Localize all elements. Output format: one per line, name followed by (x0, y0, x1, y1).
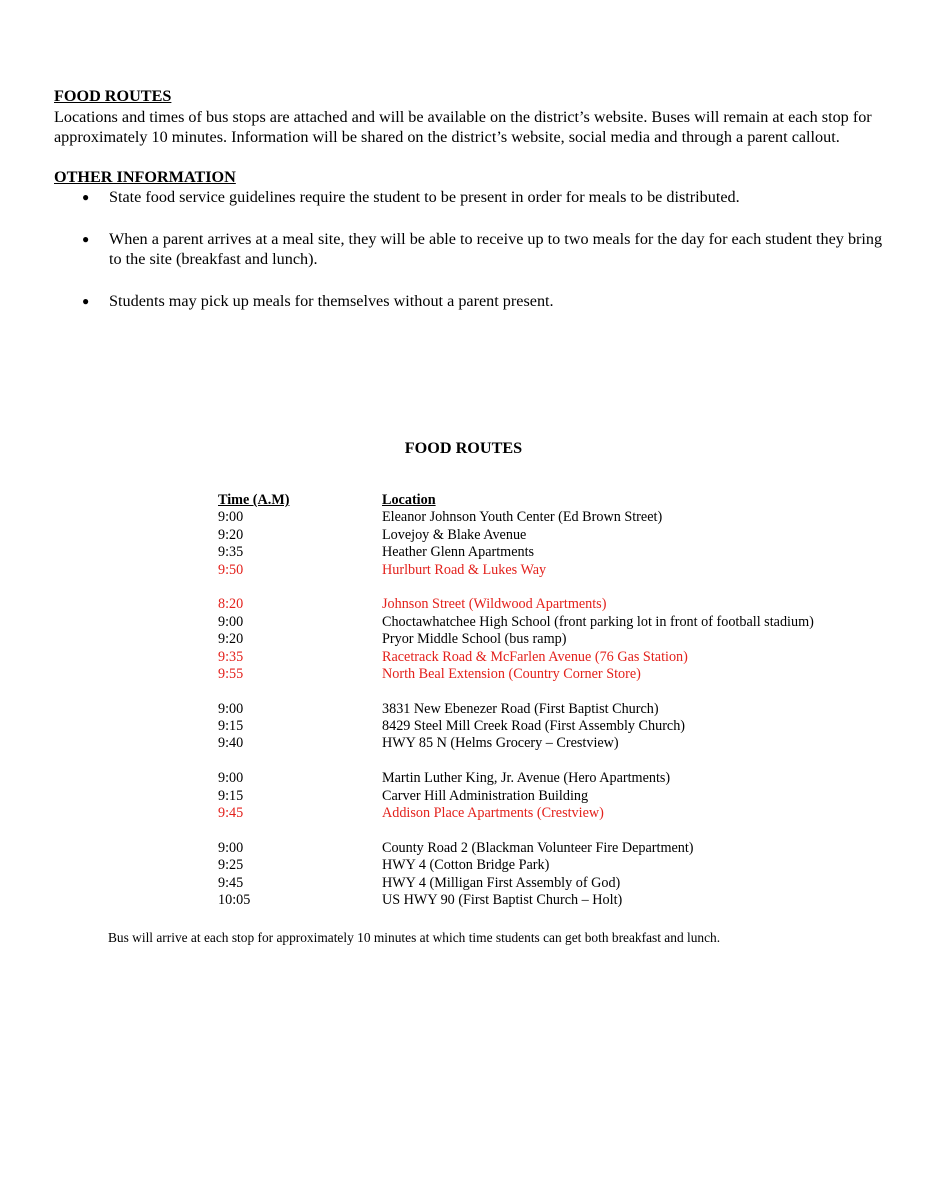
bullet-text: When a parent arrives at a meal site, they will be able to receive up to two meals for the day for each student they bring to the site (breakfast and lunch). (109, 229, 883, 268)
stop-time: 10:05 (218, 891, 251, 908)
group-spacer (218, 822, 814, 839)
route-stop-row (218, 544, 814, 561)
route-stop-row (218, 649, 814, 666)
route-stop-row (218, 770, 814, 787)
route-stop-row (218, 805, 814, 822)
stop-location: Lovejoy & Blake Avenue (382, 526, 527, 543)
route-stop-row (218, 892, 814, 909)
stop-time: 9:00 (218, 613, 244, 630)
stop-location: Pryor Middle School (bus ramp) (382, 631, 567, 648)
location-column-header: Location (382, 492, 436, 508)
bullet-icon: ● (82, 190, 90, 204)
stop-time: 9:00 (218, 700, 244, 717)
stop-time: 9:50 (218, 561, 244, 578)
route-stop-row (218, 875, 814, 892)
stop-location: Eleanor Johnson Youth Center (Ed Brown Street) (382, 509, 663, 526)
stop-location: Martin Luther King, Jr. Avenue (Hero Apartments) (382, 770, 671, 787)
stop-time: 9:20 (218, 631, 244, 648)
stop-time: 9:20 (218, 526, 244, 543)
stop-location: Johnson Street (Wildwood Apartments) (382, 596, 607, 613)
stop-time: 9:15 (218, 718, 244, 735)
bullet-text: State food service guidelines require the student to be present in order for meals to be distributed. (109, 188, 740, 206)
stop-location: Hurlburt Road & Lukes Way (382, 561, 547, 578)
stop-location: HWY 4 (Milligan First Assembly of God) (382, 874, 621, 891)
route-stop-row (218, 857, 814, 874)
stop-time: 9:55 (218, 665, 244, 682)
stop-location: 3831 New Ebenezer Road (First Baptist Church) (382, 700, 659, 717)
group-spacer (218, 579, 814, 596)
stop-time: 9:15 (218, 787, 244, 804)
stop-time: 9:35 (218, 544, 244, 561)
stop-time: 9:00 (218, 770, 244, 787)
bullet-item (54, 291, 884, 312)
stop-time: 9:45 (218, 805, 244, 822)
route-stop-row (218, 596, 814, 613)
stop-location: HWY 4 (Cotton Bridge Park) (382, 857, 550, 874)
stop-time: 9:00 (218, 839, 244, 856)
stop-location: Heather Glenn Apartments (382, 544, 535, 561)
route-stop-row (218, 840, 814, 857)
route-stop-row (218, 735, 814, 752)
other-information-heading: OTHER INFORMATION (54, 167, 236, 186)
bullet-text: Students may pick up meals for themselves without a parent present. (109, 291, 554, 310)
food-routes-paragraph: Locations and times of bus stops are attached and will be available on the district’s website. Buses will remain at each stop for approximately 10 minutes. Information will be shared on the district’s website, social media and through a parent callout. (54, 107, 872, 146)
routes-title: FOOD ROUTES (404, 439, 523, 457)
stop-location: 8429 Steel Mill Creek Road (First Assembly Church) (382, 718, 686, 735)
stop-time: 9:40 (218, 735, 244, 752)
bullet-icon: ● (82, 293, 90, 308)
route-stop-row (218, 509, 814, 526)
bullet-item (54, 229, 884, 270)
bullet-icon: ● (82, 231, 90, 246)
stop-location: Racetrack Road & McFarlen Avenue (76 Gas Station) (382, 648, 688, 665)
route-stop-row (218, 562, 814, 579)
stop-time: 9:25 (218, 857, 244, 874)
stop-time: 8:20 (218, 596, 244, 613)
route-stop-row (218, 527, 814, 544)
stop-time: 9:35 (218, 648, 244, 665)
stop-location: HWY 85 N (Helms Grocery – Crestview) (382, 735, 619, 752)
route-stop-row (218, 788, 814, 805)
routes-table (218, 492, 814, 909)
routes-footnote: Bus will arrive at each stop for approximately 10 minutes at which time students can get both breakfast and lunch. (108, 930, 721, 945)
time-column-header: Time (A.M) (218, 492, 290, 508)
route-stop-row (218, 701, 814, 718)
stop-location: Addison Place Apartments (Crestview) (382, 805, 604, 822)
routes-body (218, 509, 814, 909)
bullet-item (54, 187, 884, 208)
stop-location: Choctawhatchee High School (front parking lot in front of football stadium) (382, 613, 814, 630)
food-routes-heading: FOOD ROUTES (54, 87, 172, 105)
routes-header-row (218, 492, 814, 509)
route-stop-row (218, 631, 814, 648)
stop-location: County Road 2 (Blackman Volunteer Fire Department) (382, 839, 694, 856)
route-stop-row (218, 718, 814, 735)
stop-location: Carver Hill Administration Building (382, 787, 589, 804)
group-spacer (218, 683, 814, 700)
stop-location: US HWY 90 (First Baptist Church – Holt) (382, 891, 623, 908)
stop-time: 9:00 (218, 509, 244, 526)
route-stop-row (218, 666, 814, 683)
stop-location: North Beal Extension (Country Corner Store) (382, 665, 641, 682)
route-stop-row (218, 614, 814, 631)
other-information-list (54, 187, 884, 311)
group-spacer (218, 753, 814, 770)
intro-section (54, 86, 884, 332)
stop-time: 9:45 (218, 874, 244, 891)
